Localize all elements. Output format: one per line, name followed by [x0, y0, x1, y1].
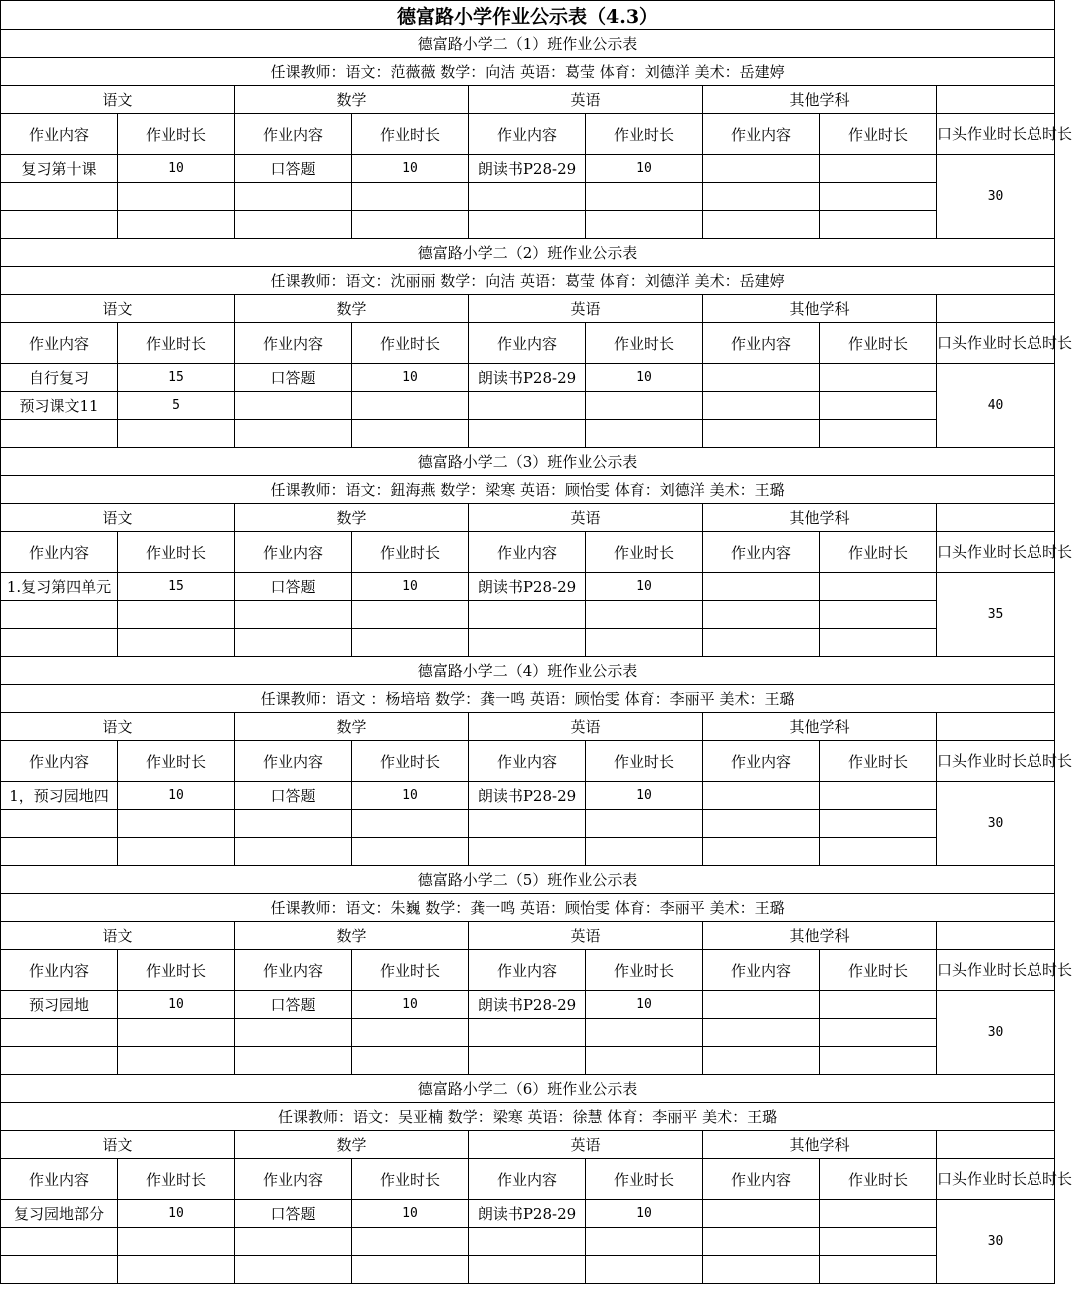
duration-cell [820, 1256, 937, 1284]
col-total-header: 口头作业时长总时长 [937, 323, 1055, 364]
content-cell: 口答题 [235, 1200, 352, 1228]
content-cell [703, 573, 820, 601]
teacher-line: 任课教师：语文：吴亚楠 数学：梁寒 英语：徐慧 体育：李丽平 美术：王璐 [1, 1103, 1055, 1131]
content-cell [1, 1256, 118, 1284]
subject-blank [937, 86, 1055, 114]
total-duration-cell: 30 [937, 782, 1055, 866]
teacher-line: 任课教师：语文：范薇薇 数学：向洁 英语：葛莹 体育：刘德洋 美术：岳建婷 [1, 58, 1055, 86]
content-cell: 朗读书P28-29 [469, 364, 586, 392]
table-row [1, 1047, 1055, 1075]
content-cell [235, 1228, 352, 1256]
total-duration-cell: 30 [937, 155, 1055, 239]
class-title: 德富路小学二（4）班作业公示表 [1, 657, 1055, 685]
content-cell: 朗读书P28-29 [469, 573, 586, 601]
total-duration-cell: 40 [937, 364, 1055, 448]
col-content-header: 作业内容 [469, 950, 586, 991]
col-duration-header: 作业时长 [820, 1159, 937, 1200]
content-cell [469, 1047, 586, 1075]
class-block-header [1, 657, 1055, 685]
duration-cell [820, 838, 937, 866]
col-content-header: 作业内容 [703, 532, 820, 573]
subject-math: 数学 [235, 295, 469, 323]
col-duration-header: 作业时长 [586, 1159, 703, 1200]
table-row [1, 573, 1055, 601]
subject-math: 数学 [235, 922, 469, 950]
col-duration-header: 作业时长 [586, 741, 703, 782]
subject-math: 数学 [235, 504, 469, 532]
duration-cell [586, 601, 703, 629]
col-content-header: 作业内容 [469, 1159, 586, 1200]
duration-cell [586, 183, 703, 211]
subject-blank [937, 713, 1055, 741]
table-row [1, 782, 1055, 810]
duration-cell: 10 [586, 991, 703, 1019]
duration-cell [118, 1256, 235, 1284]
col-duration-header: 作业时长 [820, 323, 937, 364]
duration-cell [586, 1228, 703, 1256]
subject-header-row [1, 504, 1055, 532]
duration-cell [820, 629, 937, 657]
duration-cell [586, 211, 703, 239]
col-total-header: 口头作业时长总时长 [937, 950, 1055, 991]
col-content-header: 作业内容 [1, 323, 118, 364]
subject-header-row [1, 922, 1055, 950]
duration-cell [118, 1019, 235, 1047]
content-cell [1, 183, 118, 211]
content-cell [703, 364, 820, 392]
content-cell [235, 629, 352, 657]
table-row [1, 838, 1055, 866]
column-header-row [1, 323, 1055, 364]
subject-chinese: 语文 [1, 295, 235, 323]
duration-cell [118, 183, 235, 211]
content-cell [235, 420, 352, 448]
content-cell: 朗读书P28-29 [469, 991, 586, 1019]
content-cell [703, 782, 820, 810]
total-duration-cell: 30 [937, 1200, 1055, 1284]
subject-chinese: 语文 [1, 504, 235, 532]
col-duration-header: 作业时长 [352, 323, 469, 364]
subject-other: 其他学科 [703, 86, 937, 114]
content-cell [469, 392, 586, 420]
teacher-line: 任课教师：语文 ：杨培培 数学：龚一鸣 英语：顾怡雯 体育：李丽平 美术：王璐 [1, 685, 1055, 713]
content-cell [703, 211, 820, 239]
subject-header-row [1, 1131, 1055, 1159]
duration-cell [820, 601, 937, 629]
content-cell: 1.复习第四单元 [1, 573, 118, 601]
col-content-header: 作业内容 [703, 114, 820, 155]
content-cell: 口答题 [235, 991, 352, 1019]
col-duration-header: 作业时长 [586, 950, 703, 991]
content-cell [469, 183, 586, 211]
col-duration-header: 作业时长 [118, 1159, 235, 1200]
content-cell [703, 420, 820, 448]
content-cell [235, 810, 352, 838]
teacher-line: 任课教师：语文：朱巍 数学：龚一鸣 英语：顾怡雯 体育：李丽平 美术：王璐 [1, 894, 1055, 922]
column-header-row [1, 532, 1055, 573]
table-row [1, 392, 1055, 420]
duration-cell [586, 810, 703, 838]
col-duration-header: 作业时长 [352, 532, 469, 573]
content-cell: 朗读书P28-29 [469, 782, 586, 810]
duration-cell [586, 629, 703, 657]
column-header-row [1, 741, 1055, 782]
table-row [1, 211, 1055, 239]
duration-cell [820, 420, 937, 448]
duration-cell [586, 1019, 703, 1047]
duration-cell [352, 183, 469, 211]
subject-math: 数学 [235, 1131, 469, 1159]
col-content-header: 作业内容 [235, 1159, 352, 1200]
col-total-header: 口头作业时长总时长 [937, 1159, 1055, 1200]
duration-cell: 10 [118, 155, 235, 183]
duration-cell [820, 573, 937, 601]
table-row [1, 810, 1055, 838]
duration-cell [820, 183, 937, 211]
col-content-header: 作业内容 [703, 741, 820, 782]
col-content-header: 作业内容 [235, 950, 352, 991]
class-title: 德富路小学二（6）班作业公示表 [1, 1075, 1055, 1103]
content-cell: 复习第十课 [1, 155, 118, 183]
duration-cell: 10 [586, 573, 703, 601]
duration-cell [118, 838, 235, 866]
content-cell: 朗读书P28-29 [469, 155, 586, 183]
duration-cell [820, 810, 937, 838]
content-cell [703, 838, 820, 866]
class-title: 德富路小学二（5）班作业公示表 [1, 866, 1055, 894]
content-cell [703, 1019, 820, 1047]
duration-cell: 15 [118, 573, 235, 601]
subject-chinese: 语文 [1, 1131, 235, 1159]
table-row [1, 1200, 1055, 1228]
subject-other: 其他学科 [703, 504, 937, 532]
subject-blank [937, 922, 1055, 950]
subject-chinese: 语文 [1, 713, 235, 741]
duration-cell: 10 [352, 991, 469, 1019]
col-total-header: 口头作业时长总时长 [937, 532, 1055, 573]
col-duration-header: 作业时长 [118, 323, 235, 364]
col-duration-header: 作业时长 [820, 741, 937, 782]
duration-cell [352, 420, 469, 448]
content-cell [703, 629, 820, 657]
duration-cell [586, 1047, 703, 1075]
col-duration-header: 作业时长 [352, 741, 469, 782]
content-cell [703, 1047, 820, 1075]
subject-english: 英语 [469, 922, 703, 950]
col-duration-header: 作业时长 [118, 741, 235, 782]
col-duration-header: 作业时长 [352, 114, 469, 155]
duration-cell [118, 629, 235, 657]
duration-cell [118, 1047, 235, 1075]
subject-english: 英语 [469, 713, 703, 741]
table-row [1, 183, 1055, 211]
content-cell [703, 155, 820, 183]
table-row [1, 420, 1055, 448]
subject-english: 英语 [469, 295, 703, 323]
col-content-header: 作业内容 [469, 741, 586, 782]
duration-cell [352, 392, 469, 420]
duration-cell [118, 211, 235, 239]
duration-cell [820, 155, 937, 183]
class-block-header [1, 30, 1055, 58]
content-cell [703, 1228, 820, 1256]
class-block-header [1, 239, 1055, 267]
col-content-header: 作业内容 [1, 114, 118, 155]
duration-cell: 10 [118, 991, 235, 1019]
content-cell [703, 1256, 820, 1284]
content-cell [469, 629, 586, 657]
col-content-header: 作业内容 [469, 532, 586, 573]
col-content-header: 作业内容 [469, 114, 586, 155]
subject-math: 数学 [235, 713, 469, 741]
column-header-row [1, 1159, 1055, 1200]
content-cell: 口答题 [235, 364, 352, 392]
subject-other: 其他学科 [703, 295, 937, 323]
content-cell [469, 1019, 586, 1047]
content-cell [703, 1200, 820, 1228]
col-content-header: 作业内容 [235, 532, 352, 573]
subject-chinese: 语文 [1, 86, 235, 114]
duration-cell: 10 [352, 155, 469, 183]
duration-cell [352, 601, 469, 629]
duration-cell: 10 [352, 1200, 469, 1228]
teacher-line: 任课教师：语文：鈕海燕 数学：梁寒 英语：顾怡雯 体育：刘德洋 美术：王璐 [1, 476, 1055, 504]
content-cell: 预习园地 [1, 991, 118, 1019]
col-duration-header: 作业时长 [352, 950, 469, 991]
duration-cell: 10 [586, 782, 703, 810]
content-cell: 复习园地部分 [1, 1200, 118, 1228]
content-cell [703, 991, 820, 1019]
teacher-line: 任课教师：语文：沈丽丽 数学：向洁 英语：葛莹 体育：刘德洋 美术：岳建婷 [1, 267, 1055, 295]
table-row [1, 155, 1055, 183]
subject-chinese: 语文 [1, 922, 235, 950]
table-row [1, 1228, 1055, 1256]
duration-cell: 5 [118, 392, 235, 420]
col-content-header: 作业内容 [703, 950, 820, 991]
content-cell [1, 1019, 118, 1047]
subject-english: 英语 [469, 1131, 703, 1159]
content-cell [235, 392, 352, 420]
total-duration-cell: 30 [937, 991, 1055, 1075]
content-cell: 朗读书P28-29 [469, 1200, 586, 1228]
subject-blank [937, 295, 1055, 323]
content-cell [703, 392, 820, 420]
duration-cell [352, 1228, 469, 1256]
content-cell [235, 1047, 352, 1075]
col-content-header: 作业内容 [703, 323, 820, 364]
duration-cell [820, 1019, 937, 1047]
col-content-header: 作业内容 [703, 1159, 820, 1200]
content-cell: 口答题 [235, 155, 352, 183]
table-row [1, 991, 1055, 1019]
content-cell [469, 420, 586, 448]
column-header-row [1, 950, 1055, 991]
duration-cell: 10 [118, 1200, 235, 1228]
subject-header-row [1, 295, 1055, 323]
duration-cell [820, 1047, 937, 1075]
duration-cell [586, 392, 703, 420]
content-cell [703, 601, 820, 629]
duration-cell [586, 1256, 703, 1284]
duration-cell [820, 1200, 937, 1228]
table-row [1, 1019, 1055, 1047]
col-duration-header: 作业时长 [586, 114, 703, 155]
col-duration-header: 作业时长 [820, 950, 937, 991]
col-duration-header: 作业时长 [118, 114, 235, 155]
content-cell [469, 1256, 586, 1284]
col-duration-header: 作业时长 [118, 950, 235, 991]
subject-english: 英语 [469, 504, 703, 532]
duration-cell [352, 1256, 469, 1284]
col-duration-header: 作业时长 [586, 532, 703, 573]
duration-cell: 10 [352, 573, 469, 601]
duration-cell [586, 838, 703, 866]
col-content-header: 作业内容 [469, 323, 586, 364]
content-cell [1, 810, 118, 838]
content-cell [235, 1019, 352, 1047]
content-cell [1, 420, 118, 448]
col-duration-header: 作业时长 [118, 532, 235, 573]
class-title: 德富路小学二（2）班作业公示表 [1, 239, 1055, 267]
content-cell [1, 1047, 118, 1075]
content-cell [469, 1228, 586, 1256]
duration-cell: 10 [586, 1200, 703, 1228]
col-duration-header: 作业时长 [586, 323, 703, 364]
duration-cell: 10 [352, 364, 469, 392]
duration-cell [352, 810, 469, 838]
duration-cell [352, 211, 469, 239]
table-row [1, 1256, 1055, 1284]
content-cell: 口答题 [235, 573, 352, 601]
col-content-header: 作业内容 [235, 114, 352, 155]
col-content-header: 作业内容 [1, 741, 118, 782]
content-cell [1, 629, 118, 657]
subject-header-row [1, 86, 1055, 114]
content-cell [469, 838, 586, 866]
content-cell [235, 838, 352, 866]
col-duration-header: 作业时长 [820, 532, 937, 573]
content-cell [1, 601, 118, 629]
duration-cell: 10 [586, 155, 703, 183]
subject-blank [937, 504, 1055, 532]
content-cell: 自行复习 [1, 364, 118, 392]
duration-cell [820, 211, 937, 239]
column-header-row [1, 114, 1055, 155]
content-cell [1, 838, 118, 866]
subject-other: 其他学科 [703, 713, 937, 741]
duration-cell [820, 392, 937, 420]
duration-cell [352, 838, 469, 866]
duration-cell [352, 629, 469, 657]
content-cell: 口答题 [235, 782, 352, 810]
subject-header-row [1, 713, 1055, 741]
subject-english: 英语 [469, 86, 703, 114]
col-content-header: 作业内容 [1, 950, 118, 991]
class-block-header [1, 448, 1055, 476]
class-title: 德富路小学二（1）班作业公示表 [1, 30, 1055, 58]
subject-other: 其他学科 [703, 1131, 937, 1159]
col-content-header: 作业内容 [1, 532, 118, 573]
duration-cell: 10 [352, 782, 469, 810]
content-cell: 1，预习园地四 [1, 782, 118, 810]
duration-cell [118, 420, 235, 448]
duration-cell: 10 [586, 364, 703, 392]
duration-cell [586, 420, 703, 448]
duration-cell [820, 1228, 937, 1256]
table-row [1, 629, 1055, 657]
class-title: 德富路小学二（3）班作业公示表 [1, 448, 1055, 476]
table-row [1, 364, 1055, 392]
col-content-header: 作业内容 [235, 323, 352, 364]
content-cell [703, 183, 820, 211]
sheet-title: 德富路小学作业公示表（4.3） [1, 1, 1055, 30]
col-duration-header: 作业时长 [352, 1159, 469, 1200]
subject-blank [937, 1131, 1055, 1159]
duration-cell [352, 1019, 469, 1047]
col-total-header: 口头作业时长总时长 [937, 114, 1055, 155]
content-cell [469, 211, 586, 239]
col-duration-header: 作业时长 [820, 114, 937, 155]
duration-cell: 10 [118, 782, 235, 810]
col-content-header: 作业内容 [235, 741, 352, 782]
class-block-header [1, 866, 1055, 894]
subject-other: 其他学科 [703, 922, 937, 950]
col-total-header: 口头作业时长总时长 [937, 741, 1055, 782]
duration-cell [118, 1228, 235, 1256]
content-cell [235, 211, 352, 239]
content-cell [235, 601, 352, 629]
total-duration-cell: 35 [937, 573, 1055, 657]
content-cell [235, 1256, 352, 1284]
duration-cell [118, 601, 235, 629]
content-cell [1, 1228, 118, 1256]
duration-cell [820, 364, 937, 392]
class-block-header [1, 1075, 1055, 1103]
content-cell: 预习课文11 [1, 392, 118, 420]
table-row [1, 601, 1055, 629]
duration-cell [118, 810, 235, 838]
duration-cell [820, 991, 937, 1019]
duration-cell [352, 1047, 469, 1075]
content-cell [1, 211, 118, 239]
col-content-header: 作业内容 [1, 1159, 118, 1200]
content-cell [235, 183, 352, 211]
subject-math: 数学 [235, 86, 469, 114]
content-cell [469, 601, 586, 629]
duration-cell: 15 [118, 364, 235, 392]
content-cell [469, 810, 586, 838]
duration-cell [820, 782, 937, 810]
content-cell [703, 810, 820, 838]
